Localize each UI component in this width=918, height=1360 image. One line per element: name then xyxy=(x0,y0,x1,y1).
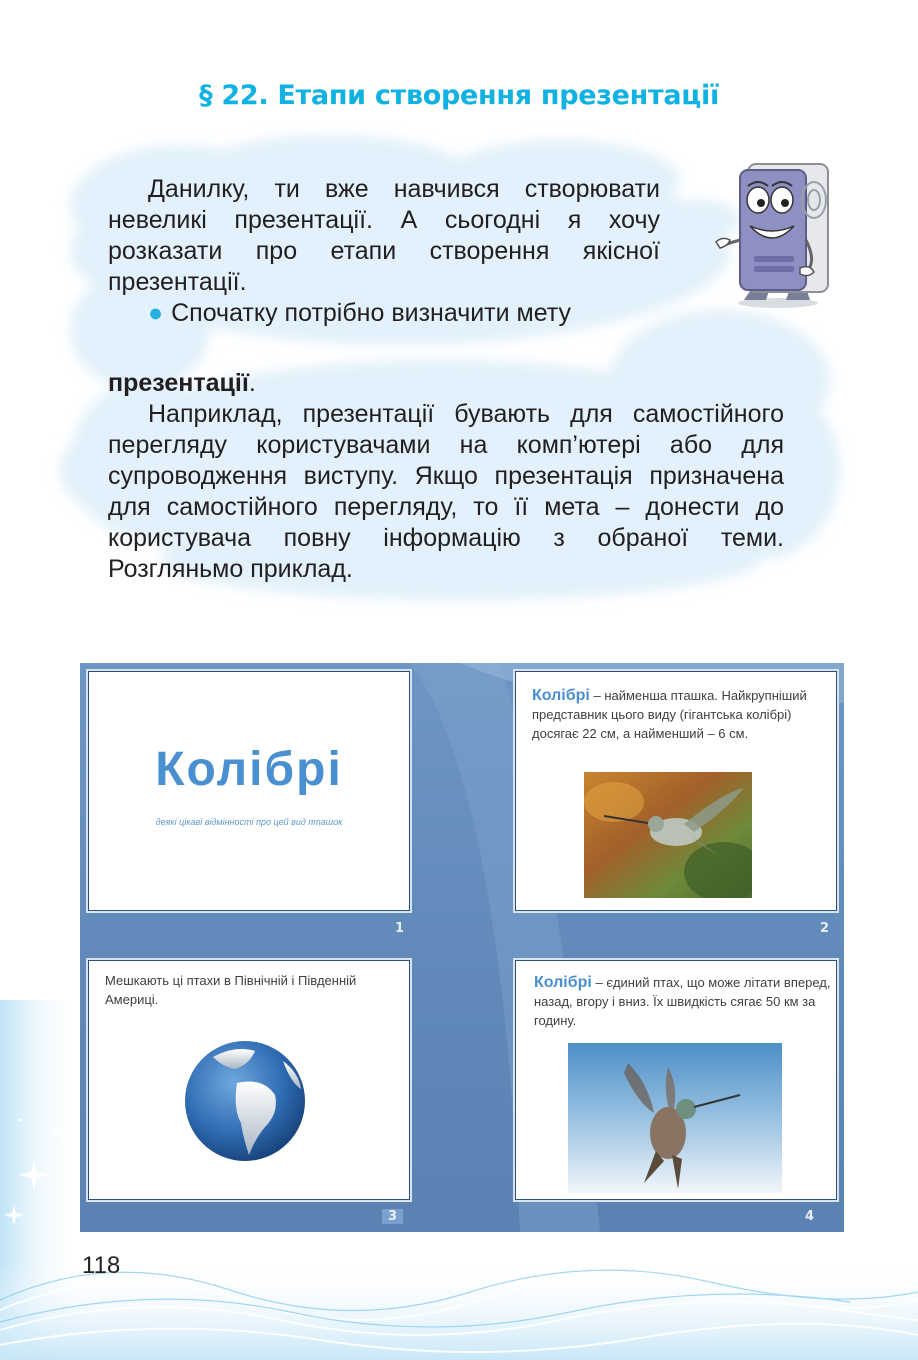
slide-thumbnail-1[interactable] xyxy=(88,671,410,911)
bullet-continuation xyxy=(108,368,784,399)
slide-thumbnail-2[interactable] xyxy=(515,671,837,911)
slide-number-4: 4 xyxy=(805,1209,815,1224)
slide-number-3: 3 xyxy=(382,1209,403,1224)
slide-1-subtitle: деякі цікаві відмінності про цей вид пташок xyxy=(155,817,343,827)
slide-number-2: 2 xyxy=(820,921,830,936)
slide-number-1: 1 xyxy=(395,921,405,936)
page-title: § 22. Етапи створення презентації xyxy=(199,80,719,111)
bullet-bold-word: презентації xyxy=(108,369,249,397)
slide-4-body: – єдиний птах, що може літати вперед, назад, вгору і вниз. Їх швидкість сягає 50 км за годину. xyxy=(534,975,831,1028)
bullet-text: Спочатку потрібно визначити мету xyxy=(171,299,572,327)
slide-2-accent: Колібрі xyxy=(532,687,590,704)
slide-3-text: Мешкають ці птахи в Північній і Південній Америці. xyxy=(105,973,357,1007)
bullet-dot-icon: ● xyxy=(148,299,164,327)
decorative-waves xyxy=(0,1000,918,1360)
intro-text-bottom xyxy=(108,368,784,585)
page-number: 118 xyxy=(82,1252,121,1279)
slide-1-title: Колібрі xyxy=(155,743,343,796)
intro-bullet xyxy=(108,298,660,329)
bullet-end: . xyxy=(248,369,256,397)
intro-text-top xyxy=(108,174,660,329)
slide-4-accent: Колібрі xyxy=(534,974,592,991)
intro-paragraph-2: Наприклад, презентації бувають для самостійного перегляду користувачами на комп’ютері або для супроводження виступу. Якщо презентація призначена для самостійного перегляду, то її мета – донести до користувача повну інформацію з обраної теми. Розгляньмо приклад. xyxy=(108,400,784,583)
hummingbird-photo-icon xyxy=(584,772,752,898)
computer-character-icon xyxy=(712,160,844,310)
slide-2-text xyxy=(532,686,822,743)
slide-2-body: – найменша пташка. Найкрупніший представник цього виду (гігантська колібрі) досягає 22 см, а найменший – 6 см. xyxy=(532,688,807,741)
intro-paragraph-1: Данилку, ти вже навчився створювати невеликі презентації. А сьогодні я хочу розказати про етапи створення якісної презентації. xyxy=(108,175,660,296)
